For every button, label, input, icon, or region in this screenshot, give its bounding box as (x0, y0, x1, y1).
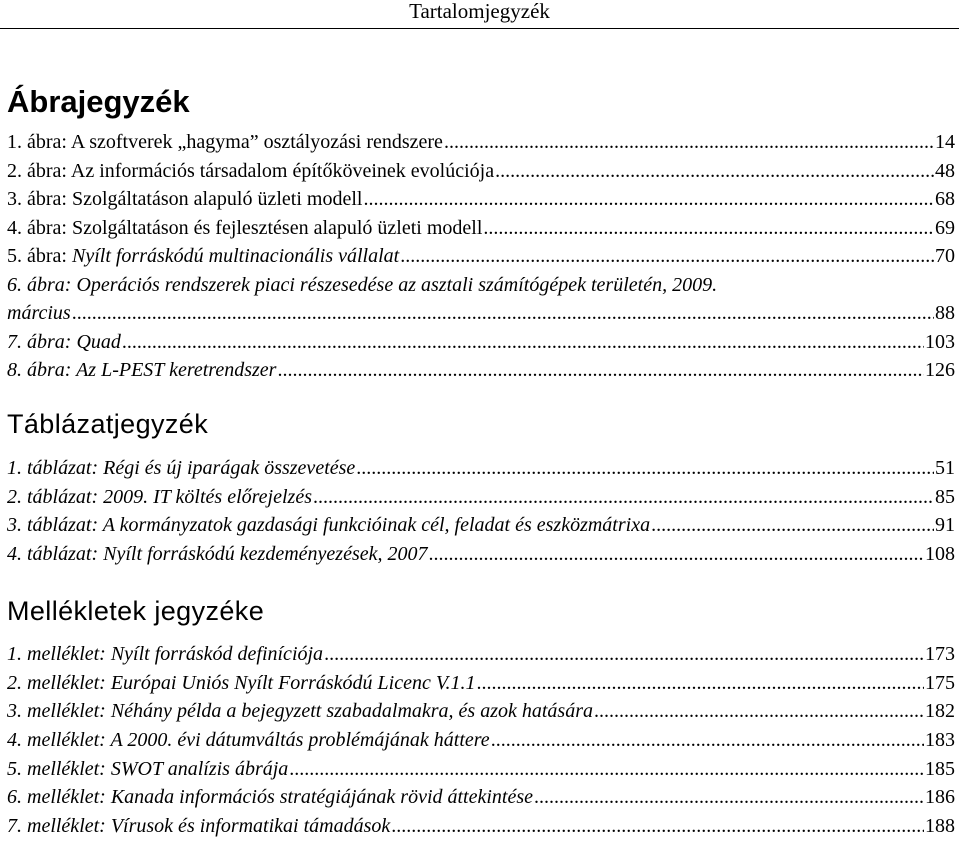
dot-leader (122, 328, 924, 357)
dot-leader (534, 783, 924, 812)
entry-text: Régi és új iparágak összevetése (103, 457, 356, 479)
page-number: 182 (925, 700, 955, 723)
entry-text: Nyílt forráskód definíciója (110, 643, 324, 665)
running-header: Tartalomjegyzék (409, 0, 550, 23)
appendices-list (7, 640, 955, 841)
page-number: 126 (925, 359, 955, 381)
header-rule (0, 28, 959, 29)
dot-leader (356, 454, 934, 483)
page-number: 68 (935, 188, 955, 210)
entry-text: A szoftverek „hagyma” osztályozási rendszere (70, 131, 443, 153)
list-item[interactable] (7, 511, 955, 540)
dot-leader (277, 356, 924, 385)
list-item[interactable] (7, 214, 955, 243)
entry-prefix: 3. melléklet: (7, 700, 111, 723)
list-item[interactable] (7, 185, 955, 214)
tables-list (7, 454, 955, 568)
page-number: 186 (925, 786, 955, 809)
dot-leader (476, 669, 924, 698)
page-number: 70 (935, 245, 955, 267)
entry-text: Szolgáltatáson és fejlesztésen alapuló üzleti modell (71, 216, 483, 239)
list-item[interactable] (7, 697, 955, 726)
dot-leader (391, 812, 924, 841)
entry-prefix: 1. ábra: (7, 131, 71, 153)
page-number: 175 (925, 671, 955, 694)
page-number: 108 (925, 542, 955, 565)
list-item[interactable] (7, 483, 955, 512)
page-number: 85 (935, 485, 955, 508)
entry-prefix: 5. ábra: (7, 245, 72, 267)
page-number: 91 (935, 514, 955, 536)
entry-prefix: 2. melléklet: (7, 671, 111, 694)
dot-leader (324, 640, 924, 669)
entry-text: Szolgáltatáson alapuló üzleti modell (71, 188, 363, 210)
entry-prefix: 4. melléklet: (7, 729, 111, 752)
dot-leader (289, 755, 924, 784)
page-number: 183 (925, 729, 955, 752)
page-number: 69 (935, 216, 955, 239)
list-item[interactable] (7, 669, 955, 698)
entry-text: Operációs rendszerek piaci részesedése az asztali számítógépek területén, 2009. (76, 273, 718, 296)
page-number: 173 (925, 643, 955, 665)
entry-prefix: 4. ábra: (7, 216, 72, 239)
entry-prefix: 2. táblázat: (7, 485, 104, 508)
list-item[interactable] (7, 242, 955, 271)
entry-text: Európai Uniós Nyílt Forráskódú Licenc V.1.1 (110, 671, 476, 694)
entry-text: Nyílt forráskódú kezdeményezések, 2007 (103, 542, 428, 565)
section-title-figures: Ábrajegyzék (7, 84, 190, 119)
entry-text: Az információs társadalom építőköveinek evolúciója (70, 159, 495, 182)
entry-text: Kanada információs stratégiájának rövid áttekintése (110, 786, 534, 809)
page-number: 48 (935, 159, 955, 182)
list-item[interactable] (7, 356, 955, 385)
list-item[interactable] (7, 812, 955, 841)
page-number: 103 (925, 330, 955, 353)
entry-text: A 2000. évi dátumváltás problémájának háttere (110, 729, 490, 752)
entry-prefix: 3. ábra: (7, 188, 72, 210)
list-item[interactable] (7, 540, 955, 569)
entry-text: Az L-PEST keretrendszer (76, 359, 277, 381)
list-item[interactable] (7, 271, 955, 328)
list-item[interactable] (7, 128, 955, 157)
entry-text: SWOT analízis ábrája (110, 757, 289, 780)
entry-text: Quad (76, 330, 121, 353)
dot-leader (444, 128, 934, 157)
entry-prefix: 8. ábra: (7, 359, 77, 381)
dot-leader (72, 299, 934, 328)
list-item[interactable] (7, 328, 955, 357)
section-title-appendices: Mellékletek jegyzéke (7, 596, 265, 626)
entry-prefix: 6. melléklet: (7, 786, 111, 809)
entry-prefix: 7. ábra: (7, 330, 77, 353)
dot-leader (491, 726, 924, 755)
page-number: 14 (935, 131, 955, 153)
dot-leader (363, 185, 934, 214)
entry-prefix: 1. melléklet: (7, 643, 111, 665)
dot-leader (651, 511, 934, 540)
entry-text: A kormányzatok gazdasági funkcióinak cél, feladat és eszközmátrixa (102, 514, 651, 536)
section-title-tables: Táblázatjegyzék (7, 409, 209, 439)
dot-leader (495, 157, 934, 186)
entry-text: Néhány példa a bejegyzett szabadalmakra, és azok hatására (110, 700, 594, 723)
dot-leader (594, 697, 924, 726)
list-item[interactable] (7, 640, 955, 669)
entry-prefix: 2. ábra: (7, 159, 71, 182)
list-item[interactable] (7, 755, 955, 784)
page-number: 185 (925, 757, 955, 780)
entry-continuation: március (7, 302, 71, 324)
entry-prefix: 1. táblázat: (7, 457, 104, 479)
entry-prefix: 6. ábra: (7, 273, 77, 296)
entry-prefix: 4. táblázat: (7, 542, 104, 565)
entry-text: Nyílt forráskódú multinacionális vállalat (71, 245, 400, 267)
entry-prefix: 7. melléklet: (7, 815, 111, 838)
dot-leader (400, 242, 934, 271)
list-item[interactable] (7, 454, 955, 483)
list-item[interactable] (7, 726, 955, 755)
entry-text: Vírusok és informatikai támadások (110, 815, 391, 838)
page-number: 88 (935, 302, 955, 324)
dot-leader (428, 540, 924, 569)
dot-leader (313, 483, 934, 512)
dot-leader (483, 214, 934, 243)
page-number: 188 (925, 815, 955, 838)
list-item[interactable] (7, 157, 955, 186)
page-number: 51 (935, 457, 955, 479)
list-item[interactable] (7, 783, 955, 812)
entry-prefix: 3. táblázat: (7, 514, 103, 536)
entry-text: 2009. IT költés előrejelzés (103, 485, 312, 508)
figures-list (7, 128, 955, 385)
entry-prefix: 5. melléklet: (7, 757, 111, 780)
